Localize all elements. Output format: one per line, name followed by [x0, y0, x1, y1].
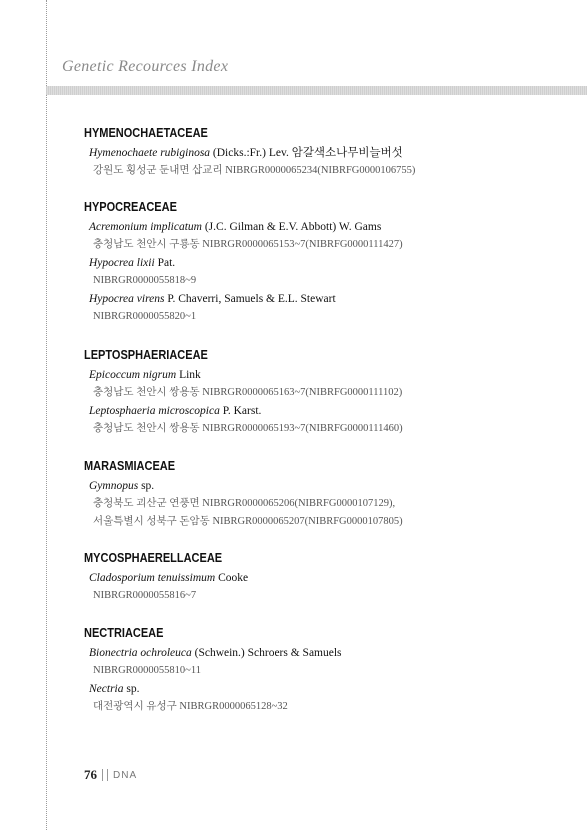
scientific-name: Bionectria ochroleuca [89, 647, 192, 659]
scientific-name: Nectria [89, 683, 124, 695]
margin-rule [46, 0, 47, 830]
species-entry [89, 144, 554, 162]
scientific-name: Epicoccum nigrum [89, 369, 177, 381]
species-entry [89, 254, 554, 272]
specimen-record: 충청북도 괴산군 연풍면 NIBRGR0000065206(NIBRFG0000107129), [93, 498, 396, 509]
scientific-name: Hypocrea lixii [89, 257, 155, 269]
index-content [84, 126, 554, 716]
authority: Cooke [215, 572, 249, 584]
scientific-name: Leptosphaeria microscopica [89, 405, 220, 417]
authority: sp. [123, 683, 140, 695]
family-heading: LEPTOSPHAERIACEAE [84, 348, 208, 362]
species-entry [89, 569, 554, 587]
family-section [84, 551, 554, 605]
species-entry [89, 218, 554, 236]
specimen-record: 충청남도 천안시 쌍용동 NIBRGR0000065163~7(NIBRFG0000111102) [93, 387, 403, 398]
family-section [84, 459, 554, 531]
scientific-name: Acremonium implicatum [89, 221, 202, 233]
scientific-name: Hymenochaete rubiginosa [89, 147, 211, 159]
authority: sp. [138, 480, 155, 492]
scientific-name: Gymnopus [89, 480, 139, 492]
family-section [84, 200, 554, 326]
specimen-record: 서울특별시 성북구 돈암동 NIBRGR0000065207(NIBRFG0000107805) [93, 516, 403, 527]
family-section [84, 626, 554, 716]
specimen-record: 강원도 횡성군 둔내면 삽교리 NIBRGR0000065234(NIBRFG0000106755) [93, 165, 416, 176]
authority: (Dicks.:Fr.) Lev. 암갈색소나무비늘버섯 [210, 147, 403, 159]
family-heading: MARASMIACEAE [84, 459, 176, 473]
species-entry [89, 680, 554, 698]
family-heading: HYPOCREACEAE [84, 200, 177, 214]
specimen-record: NIBRGR0000055818~9 [93, 275, 197, 286]
scientific-name: Hypocrea virens [89, 293, 165, 305]
scientific-name: Cladosporium tenuissimum [89, 572, 216, 584]
species-entry [89, 644, 554, 662]
specimen-record: 충청남도 천안시 쌍용동 NIBRGR0000065193~7(NIBRFG0000111460) [93, 423, 403, 434]
footer-label: DNA [113, 769, 138, 781]
page-number: 76 [84, 767, 97, 782]
species-entry [89, 290, 554, 308]
family-section [84, 126, 554, 180]
specimen-record: NIBRGR0000055820~1 [93, 311, 197, 322]
family-heading: NECTRIACEAE [84, 626, 164, 640]
authority: P. Chaverri, Samuels & E.L. Stewart [164, 293, 336, 305]
specimen-record: 충청남도 천안시 구룡동 NIBRGR0000065153~7(NIBRFG0000111427) [93, 239, 403, 250]
authority: (J.C. Gilman & E.V. Abbott) W. Gams [201, 221, 382, 233]
family-heading: MYCOSPHAERELLACEAE [84, 551, 223, 565]
authority: Pat. [154, 257, 176, 269]
family-section [84, 348, 554, 438]
species-entry [89, 402, 554, 420]
authority: P. Karst. [219, 405, 262, 417]
authority: (Schwein.) Schroers & Samuels [191, 647, 342, 659]
specimen-record: 대전광역시 유성구 NIBRGR0000065128~32 [93, 701, 288, 712]
species-entry [89, 366, 554, 384]
page-footer [84, 767, 137, 783]
running-header-title: Genetic Recources Index [62, 58, 229, 75]
family-heading: HYMENOCHAETACEAE [84, 126, 208, 140]
specimen-record: NIBRGR0000055816~7 [93, 590, 197, 601]
specimen-record: NIBRGR0000055810~11 [93, 665, 201, 676]
header-bar [46, 86, 587, 95]
species-entry [89, 477, 554, 495]
footer-separator [102, 769, 108, 781]
authority: Link [176, 369, 201, 381]
